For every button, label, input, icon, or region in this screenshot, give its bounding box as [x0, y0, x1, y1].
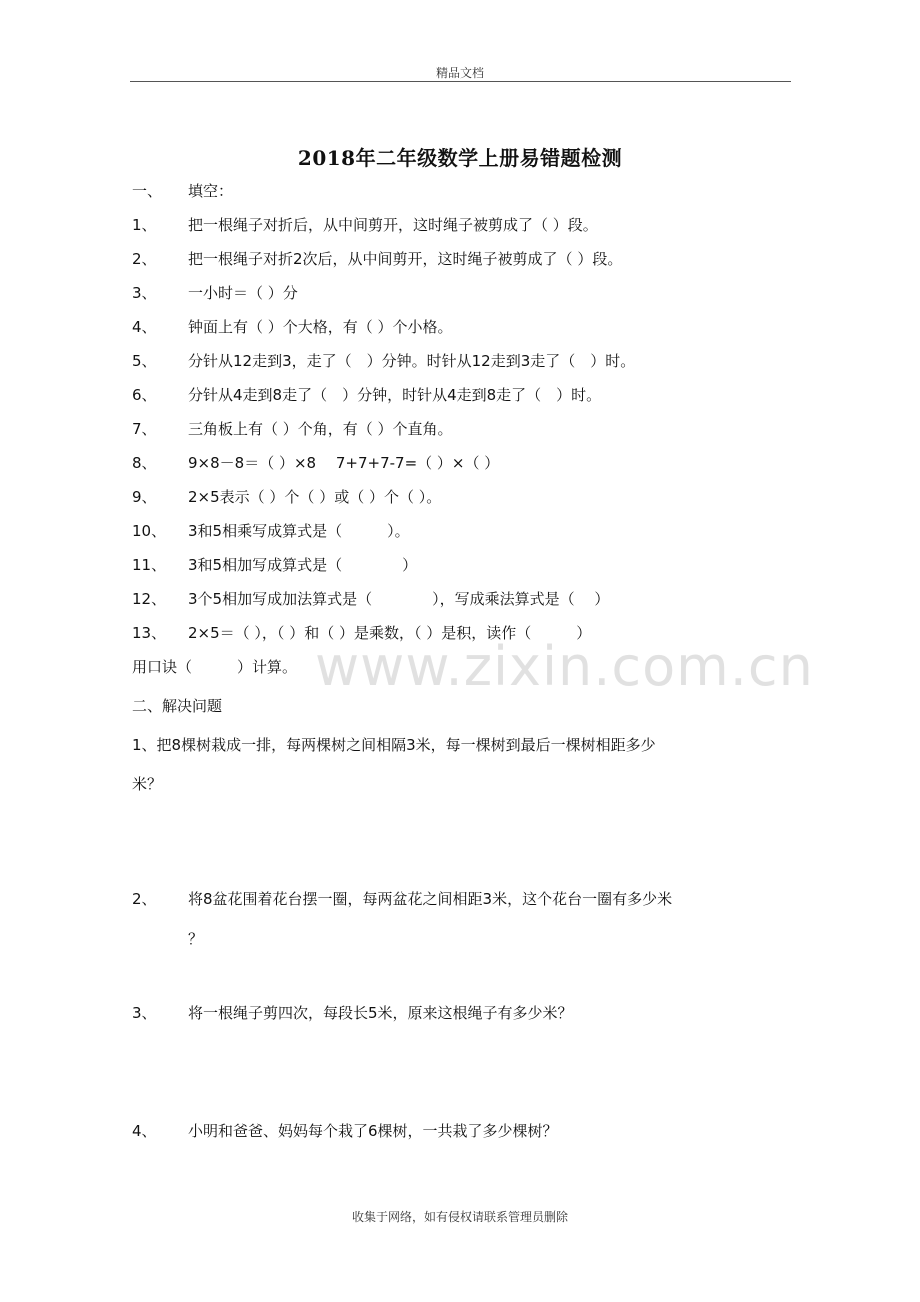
problem-item-continuation: 米？ — [132, 775, 163, 793]
fill-item — [132, 385, 601, 405]
problem-number: 4、 — [132, 1122, 157, 1140]
item-text: 3个5相加写成加法算式是（ ），写成乘法算式是（ ） — [188, 590, 610, 608]
item-number: 4、 — [132, 318, 157, 336]
fill-item — [132, 351, 635, 371]
item-text: 三角板上有（ ）个角，有（ ）个直角。 — [188, 420, 453, 438]
problem-item — [132, 735, 656, 755]
item-number: 10、 — [132, 522, 167, 540]
problem-item — [132, 889, 672, 909]
item-text: 3和5相乘写成算式是（ ）。 — [188, 522, 410, 540]
fill-item — [132, 589, 609, 609]
item-number: 6、 — [132, 386, 157, 404]
fill-item — [132, 419, 453, 439]
item-text: 分针从4走到8走了（ ）分钟，时针从4走到8走了（ ）时。 — [188, 386, 602, 404]
problem-number: 2、 — [132, 890, 157, 908]
fill-item — [132, 555, 417, 575]
item-number: 12、 — [132, 590, 167, 608]
item-text: 3和5相加写成算式是（ ） — [188, 556, 418, 574]
fill-item — [132, 249, 622, 269]
fill-item — [132, 215, 598, 235]
problem-number: 3、 — [132, 1004, 157, 1022]
item-number: 1、 — [132, 216, 157, 234]
item-number: 7、 — [132, 420, 157, 438]
problem-item — [132, 1003, 573, 1023]
item-text: 9×8－8＝（ ）×8 7+7+7-7=（ ）×（ ） — [188, 454, 500, 472]
fill-item — [132, 283, 298, 303]
item-number: 8、 — [132, 454, 157, 472]
item-number: 13、 — [132, 624, 167, 642]
fill-item-continuation: 用口诀（ ）计算。 — [132, 658, 298, 676]
section-fill-blanks — [132, 181, 233, 201]
problem-item — [132, 1121, 558, 1141]
fill-item — [132, 521, 410, 541]
page-header: 精品文档 — [435, 66, 484, 80]
item-text: 分针从12走到3，走了（ ）分钟。时针从12走到3走了（ ）时。 — [188, 352, 636, 370]
item-text: 把一根绳子对折后，从中间剪开，这时绳子被剪成了（ ）段。 — [188, 216, 598, 234]
page-footer: 收集于网络，如有侵权请联系管理员删除 — [351, 1210, 568, 1224]
problem-text: 小明和爸爸、妈妈每个栽了6棵树，一共栽了多少棵树？ — [188, 1122, 558, 1140]
document-title: 2018年二年级数学上册易错题检测 — [297, 146, 623, 170]
item-text: 一小时＝（ ）分 — [188, 284, 298, 302]
section-number: 一、 — [132, 182, 163, 200]
item-text: 2×5＝（ ），（ ）和（ ）是乘数，（ ）是积，读作（ ） — [188, 624, 592, 642]
item-number: 5、 — [132, 352, 157, 370]
item-number: 3、 — [132, 284, 157, 302]
section-problem-solving: 二、解决问题 — [132, 697, 223, 715]
problem-text: 把8棵树栽成一排，每两棵树之间相隔3米，每一棵树到最后一棵树相距多少 — [156, 736, 656, 754]
header-rule — [130, 81, 791, 82]
problem-item-continuation: ？ — [188, 930, 204, 948]
problem-number: 1、 — [132, 736, 157, 754]
item-text: 2×5表示（ ）个（ ）或（ ）个（ ）。 — [188, 488, 442, 506]
watermark: www.zixin.com.cn — [315, 635, 814, 698]
section-label: 填空： — [188, 182, 234, 200]
problem-text: 将8盆花围着花台摆一圈，每两盆花之间相距3米，这个花台一圈有多少米 — [188, 890, 673, 908]
fill-item — [132, 487, 441, 507]
item-number: 2、 — [132, 250, 157, 268]
item-number: 11、 — [132, 556, 167, 574]
item-number: 9、 — [132, 488, 157, 506]
problem-text: 将一根绳子剪四次，每段长5米，原来这根绳子有多少米？ — [188, 1004, 573, 1022]
item-text: 把一根绳子对折2次后，从中间剪开，这时绳子被剪成了（ ）段。 — [188, 250, 623, 268]
fill-item — [132, 317, 453, 337]
item-text: 钟面上有（ ）个大格，有（ ）个小格。 — [188, 318, 453, 336]
fill-item — [132, 453, 499, 473]
